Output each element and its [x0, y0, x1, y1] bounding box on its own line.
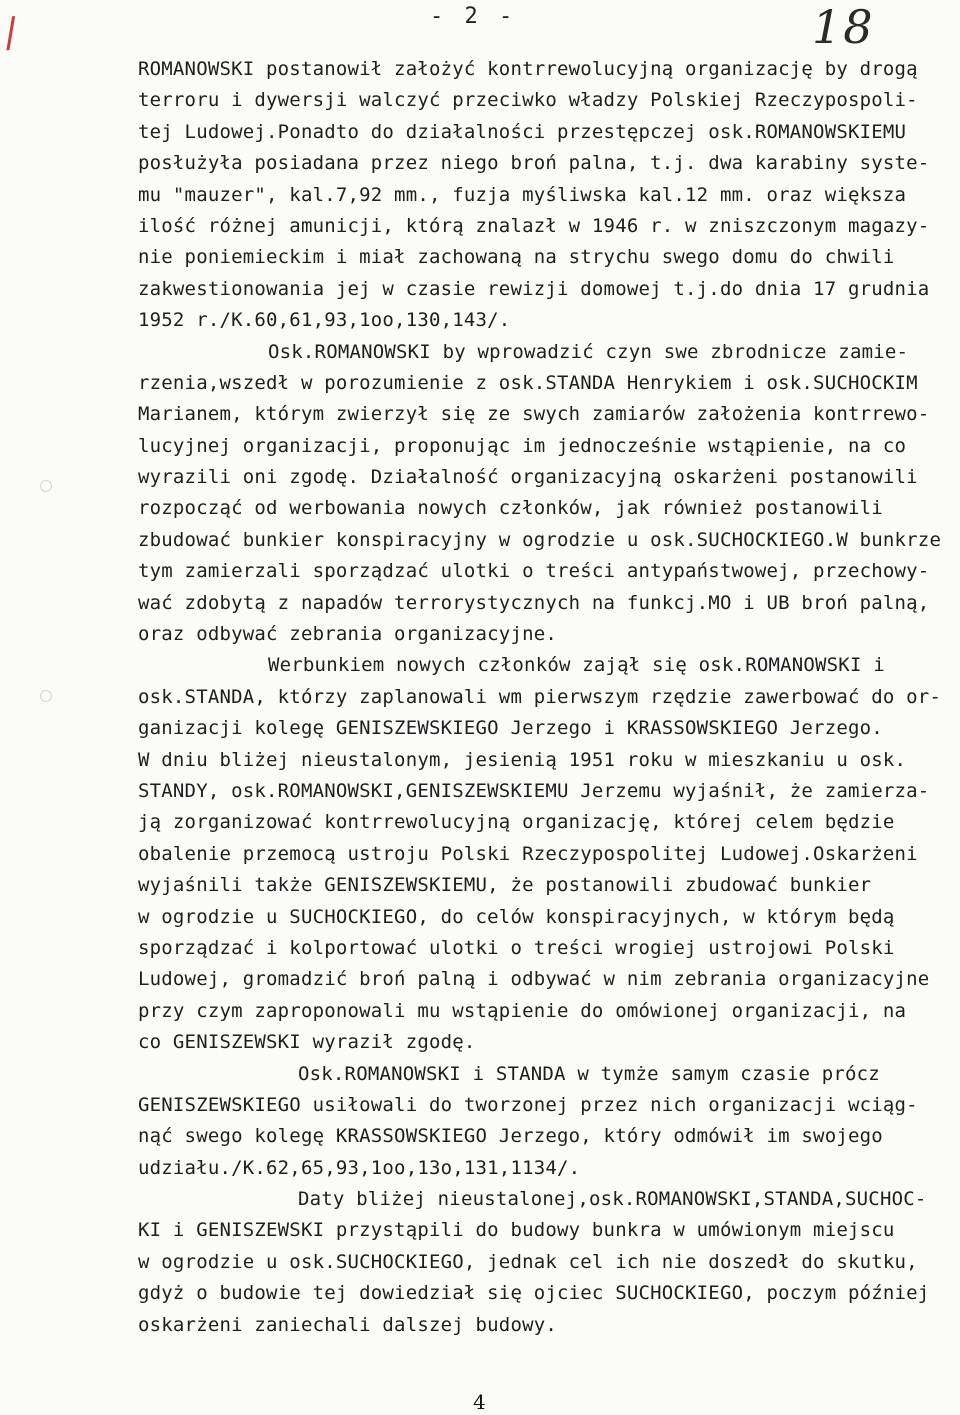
text-line: udziału./K.62,65,93,1oo,13o,131,1134/.: [138, 1156, 581, 1179]
punch-hole: [40, 480, 52, 492]
text-line: KI i GENISZEWSKI przystąpili do budowy bunkra w umówionym miejscu: [138, 1219, 895, 1242]
text-line: co GENISZEWSKI wyraził zgodę.: [138, 1031, 476, 1054]
text-line: Werbunkiem nowych członków zajął się osk.ROMANOWSKI i: [268, 654, 885, 677]
text-line: wać zdobytą z napadów terrorystycznych na funkcj.MO i UB broń palną,: [138, 591, 930, 614]
archive-folio-number: 18: [812, 0, 875, 54]
text-line: ROMANOWSKI postanowił założyć kontrrewolucyjną organizację by drogą: [138, 58, 918, 80]
text-line: wyjaśnili także GENISZEWSKIEMU, że postanowili zbudować bunkier: [138, 874, 872, 897]
text-line: Ludowej, gromadzić broń palną i odbywać w nim zebrania organizacyjne: [138, 968, 930, 991]
text-line: W dniu bliżej nieustalonym, jesienią 1951 roku w mieszkaniu u osk.: [138, 748, 907, 771]
text-line: posłużyła posiadana przez niego broń palna, t.j. dwa karabiny syste-: [138, 152, 930, 175]
text-line: oskarżeni zaniechali dalszej budowy.: [138, 1313, 558, 1336]
margin-ink-mark: /: [0, 9, 21, 57]
text-line: 1952 r./K.60,61,93,1oo,130,143/.: [138, 309, 511, 332]
text-line: terroru i dywersji walczyć przeciwko władzy Polskiej Rzeczypospoli-: [138, 89, 918, 112]
text-line: sporządzać i kolportować ulotki o treści wrogiej ustrojowi Polski: [138, 936, 895, 959]
text-line: obalenie przemocą ustroju Polski Rzeczypospolitej Ludowej.Oskarżeni: [138, 842, 918, 865]
text-line: ganizacji kolegę GENISZEWSKIEGO Jerzego i KRASSOWSKIEGO Jerzego.: [138, 717, 883, 740]
text-line: STANDY, osk.ROMANOWSKI,GENISZEWSKIEMU Jerzemu wyjaśnił, że zamierza-: [138, 779, 930, 802]
page-marker: - 2 -: [430, 4, 517, 29]
text-line: mu "mauzer", kal.7,92 mm., fuzja myśliwska kal.12 mm. oraz większa: [138, 183, 907, 206]
text-line: nie poniemieckim i miał zachowaną na strychu swego domu do chwili: [138, 246, 895, 269]
text-line: Marianem, którym zwierzył się ze swych zamiarów założenia kontrrewo-: [138, 403, 930, 426]
text-line: ją zorganizować kontrrewolucyjną organizację, której celem będzie: [138, 811, 895, 834]
text-line: osk.STANDA, którzy zaplanowali wm pierwszym rzędzie zawerbować do or-: [138, 685, 942, 708]
text-line: zbudować bunkier konspiracyjny w ogrodzie u osk.SUCHOCKIEGO.W bunkrze: [138, 528, 942, 551]
page-number: 4: [473, 1390, 486, 1414]
text-line: rozpocząć od werbowania nowych członków, jak również postanowili: [138, 497, 883, 520]
punch-hole: [40, 690, 52, 702]
text-line: Osk.ROMANOWSKI by wprowadzić czyn swe zbrodnicze zamie-: [268, 340, 909, 363]
text-line: wyrazili oni zgodę. Działalność organizacyjną oskarżeni postanowili: [138, 466, 918, 489]
text-line: w ogrodzie u osk.SUCHOCKIEGO, jednak cel ich nie doszedł do skutku,: [138, 1250, 918, 1273]
text-line: ilość różnej amunicji, którą znalazł w 1946 r. w zniszczonym magazy-: [138, 214, 930, 237]
text-line: Osk.ROMANOWSKI i STANDA w tymże samym czasie prócz: [298, 1062, 880, 1085]
text-line: w ogrodzie u SUCHOCKIEGO, do celów konspiracyjnych, w którym będą: [138, 905, 895, 928]
text-line: tym zamierzali sporządzać ulotki o treści antypaństwowej, przechowy-: [138, 560, 930, 583]
text-line: rzenia,wszedł w porozumienie z osk.STANDA Henrykiem i osk.SUCHOCKIM: [138, 371, 918, 394]
text-line: przy czym zaproponowali mu wstąpienie do omówionej organizacji, na: [138, 999, 907, 1022]
text-line: oraz odbywać zebrania organizacyjne.: [138, 623, 558, 646]
text-line: nąć swego kolegę KRASSOWSKIEGO Jerzego, który odmówił im swojego: [138, 1125, 883, 1148]
document-body: [138, 54, 942, 1341]
text-line: tej Ludowej.Ponadto do działalności przestępczej osk.ROMANOWSKIEMU: [138, 120, 907, 143]
text-line: gdyż o budowie tej dowiedział się ojciec SUCHOCKIEGO, poczym później: [138, 1282, 930, 1305]
text-line: Daty bliżej nieustalonej,osk.ROMANOWSKI,STANDA,SUCHOC-: [298, 1188, 927, 1211]
text-line: zakwestionowania jej w czasie rewizji domowej t.j.do dnia 17 grudnia: [138, 277, 930, 300]
text-line: GENISZEWSKIEGO usiłowali do tworzonej przez nich organizacji wciąg-: [138, 1093, 918, 1116]
text-line: lucyjnej organizacji, proponując im jednocześnie wstąpienie, na co: [138, 434, 907, 457]
